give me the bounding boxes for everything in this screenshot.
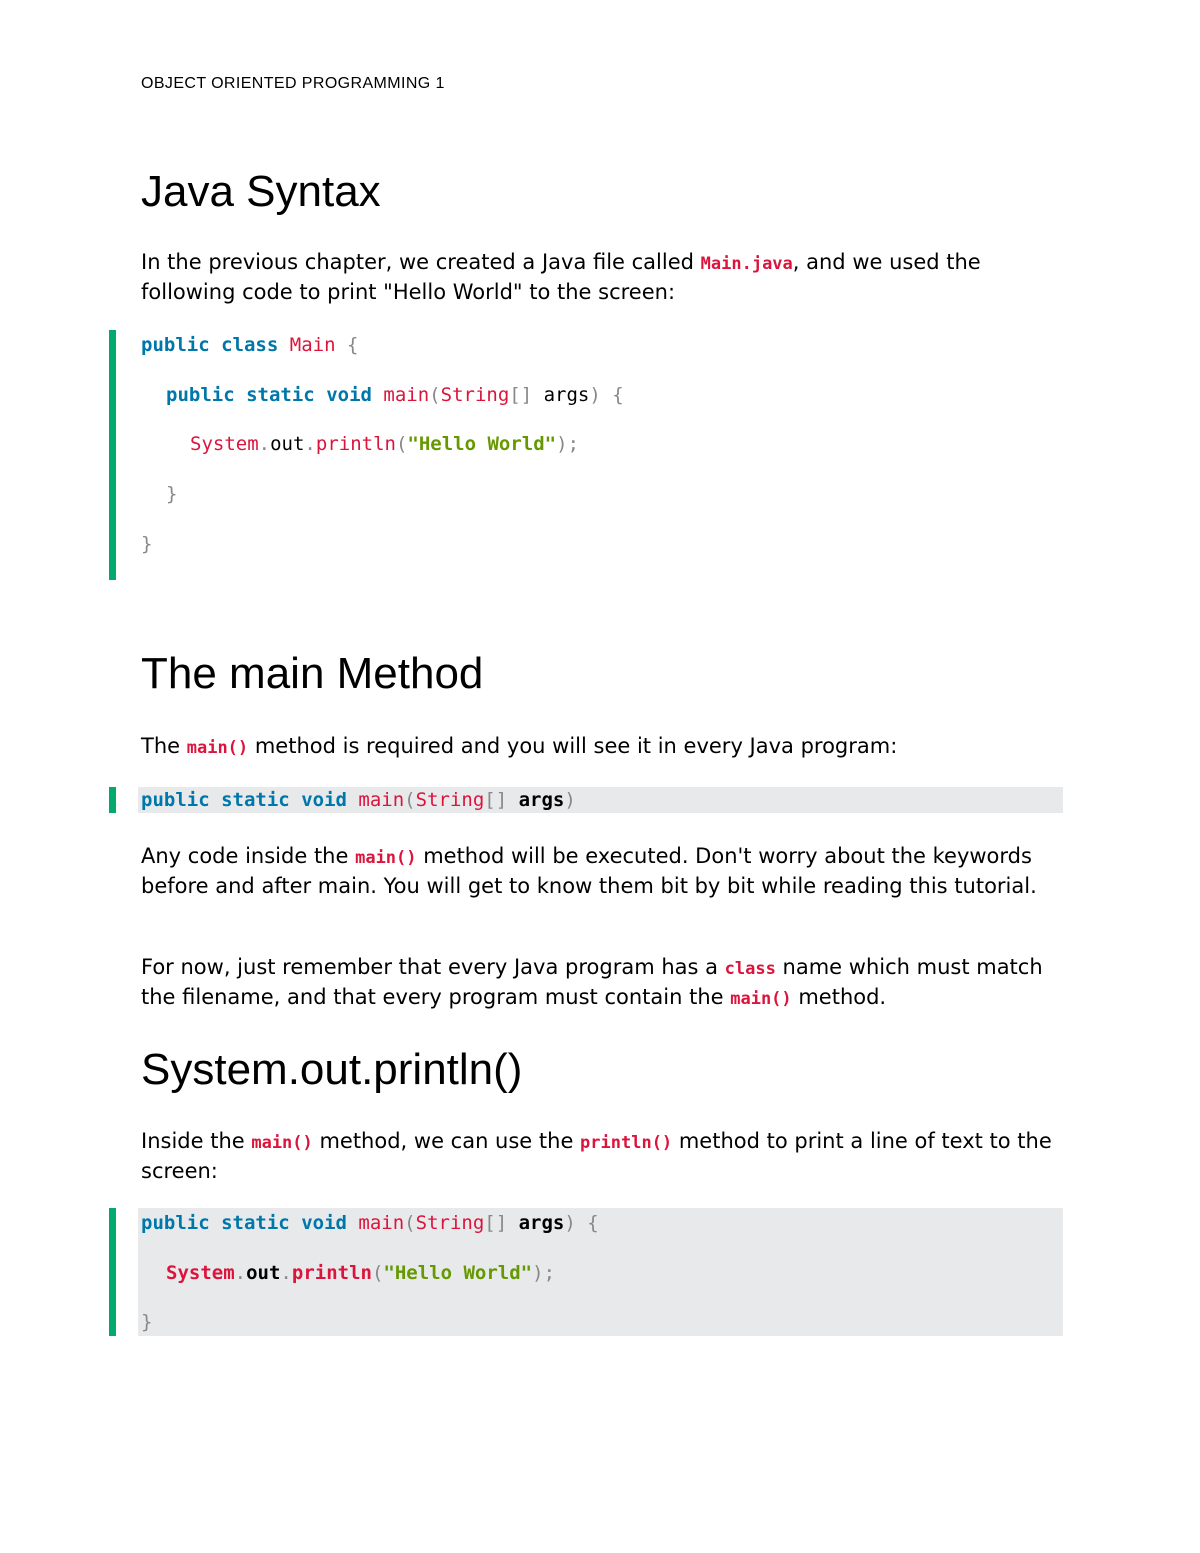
code-token: . [258,433,271,455]
code-line-2 [166,380,624,410]
code-token: ); [556,433,580,455]
inline-code-main: main() [186,738,249,758]
code-token: args [543,384,590,406]
section-title-java-syntax: Java Syntax [141,167,381,216]
code-token: static [221,1212,290,1234]
code-token: class [221,334,279,356]
code-token: main [358,1212,405,1234]
code-token: main [383,384,430,406]
code-token: ); [532,1262,556,1284]
section2-paragraph-2 [141,953,1071,1013]
code-token: ) [564,1212,576,1234]
code-block-println [109,1208,1066,1336]
code-token: [] [509,384,533,406]
code-token: [] [484,1212,508,1234]
inline-code-main: main() [730,989,792,1009]
code-token: String [415,789,485,811]
text-run: For now, just remember that every Java program has a [141,955,725,979]
code-token: String [415,1212,485,1234]
inline-code-println: println() [580,1133,673,1153]
code-token: void [326,384,372,406]
code-token: String [440,384,510,406]
code-token: } [141,1311,153,1333]
code-token: } [141,533,153,555]
code-token: public [141,334,210,356]
code-token: ) [564,789,576,811]
code-token: } [166,483,178,505]
running-header: OBJECT ORIENTED PROGRAMMING 1 [141,75,445,92]
code-token: { [346,334,359,356]
code-token: void [301,789,347,811]
code-token: println [291,1262,372,1284]
text-run: Any code inside the [141,844,356,868]
text-run: method is required and you will see it in every Java program: [248,734,898,758]
text-run: method, we can use the [312,1129,581,1153]
code-token: ( [404,789,416,811]
inline-code-class: class [724,959,776,979]
code-token: void [301,1212,347,1234]
code-token: public [141,789,210,811]
code-line-5 [141,529,152,559]
section1-intro [141,248,1071,306]
code-token: static [221,789,290,811]
code-token: System [166,1262,235,1284]
code-block-hello-world [109,330,1066,580]
text-run: Inside the [141,1129,252,1153]
code-token: System [190,433,259,455]
code-token: public [166,384,235,406]
code-token: out [246,1262,281,1284]
text-run: The [141,734,187,758]
code-line-4 [166,479,177,509]
code-token: { [587,1212,599,1234]
text-run: In the previous chapter, we created a Java file called [141,250,701,274]
text-run: method. [791,985,887,1009]
code-token: "Hello World" [383,1262,533,1284]
text-run: method will be executed. Don't worry about the keywords before and after main. You will get to know them bit by bit while reading this tutorial. [141,844,1037,898]
code-token: . [234,1262,247,1284]
code-line-1 [141,330,358,360]
code-token: static [246,384,315,406]
code-token: { [612,384,624,406]
code-token: ( [371,1262,384,1284]
code-token: ( [404,1212,416,1234]
code-token: println [315,433,396,455]
code-token: public [141,1212,210,1234]
section2-paragraph-1 [141,842,1071,900]
code-token: . [304,433,316,455]
text-run: , and we used the following code to print "Hello World" to the screen: [141,250,981,304]
text-run: method to print a line of text to the screen: [141,1129,1052,1183]
code-block-main-signature [109,787,1066,813]
section2-intro [141,732,1071,762]
code-token: [] [484,789,508,811]
code-token: args [518,1212,565,1234]
code-token: . [280,1262,292,1284]
code-token: ( [395,433,408,455]
inline-code-main: main() [251,1133,313,1153]
section3-intro [141,1127,1071,1185]
code-line-3 [190,429,579,459]
inline-code-main-java: Main.java [700,254,793,274]
code-line-2 [166,1258,555,1288]
inline-code-main: main() [355,848,417,868]
code-line-1 [141,1208,599,1238]
code-token: Main [289,334,336,356]
section-title-main-method: The main Method [141,649,484,698]
code-token: main [358,789,405,811]
code-token: ) [589,384,601,406]
code-token: out [270,433,305,455]
text-run: name which must match the filename, and that every program must contain the [141,955,1043,1009]
code-token: ( [429,384,441,406]
code-token: args [518,789,565,811]
section-title-system-out-println: System.out.println() [141,1045,523,1094]
code-token: "Hello World" [407,433,557,455]
code-line-3 [141,1307,152,1337]
code-line-1 [141,785,576,815]
